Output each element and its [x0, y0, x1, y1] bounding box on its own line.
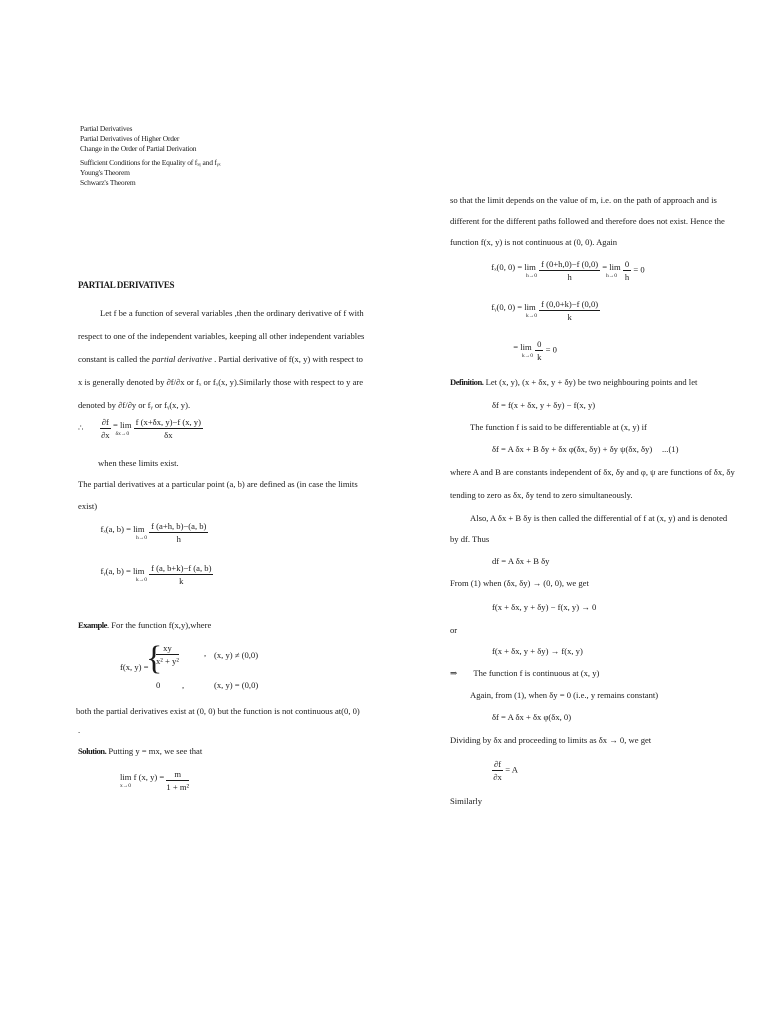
by-df-line: by df. Thus	[450, 534, 490, 544]
right-line-2: different for the different paths followed and therefore does not exist. Hence the	[450, 216, 725, 226]
numerator: 0	[537, 339, 542, 349]
definition-line	[450, 371, 697, 394]
df-equation: df = A δx + B δy	[492, 556, 550, 566]
point-line-2: exist)	[78, 501, 98, 511]
limit-text: = lim	[513, 341, 532, 352]
limit-subscript: x→0	[120, 782, 131, 789]
limit-text: fᵧ(0, 0) = lim	[491, 301, 536, 312]
fraction	[539, 258, 600, 283]
denominator: h	[567, 272, 572, 282]
contents-item: Change in the Order of Partial Derivation	[80, 144, 197, 153]
limit-subscript: k→0	[136, 576, 147, 583]
fraction	[492, 758, 503, 783]
equation-fy00-result	[512, 338, 557, 363]
result: = A	[505, 764, 518, 775]
example-label: Example	[78, 620, 107, 630]
numerator: xy	[156, 642, 179, 655]
fraction-rhs	[134, 416, 203, 441]
solution-line	[78, 740, 202, 763]
equation-fx00	[490, 258, 645, 283]
intro-line-1: Let f be a function of several variables ,then the ordinary derivative of f with	[100, 308, 364, 318]
when-exist-line: when these limits exist.	[98, 458, 179, 468]
numerator: f (x+δx, y)−f (x, y)	[135, 417, 201, 427]
intro-text: . Partial derivative of f(x, y) with respect to	[214, 354, 363, 364]
piecewise-comma: ,	[182, 680, 185, 690]
limit-equation-1: f(x + δx, y + δy) − f(x, y) → 0	[492, 602, 597, 612]
contents-item: Partial Derivatives of Higher Order	[80, 134, 180, 143]
result: = 0	[633, 264, 645, 275]
piecewise-lhs: f(x, y) =	[120, 662, 149, 672]
fraction	[535, 338, 543, 363]
equation-limit	[120, 768, 189, 793]
numerator: f (a+h, b)−(a, b)	[151, 521, 207, 531]
denominator: x² + y²	[156, 656, 179, 666]
brace-icon: {	[146, 640, 163, 677]
piecewise-zero: 0	[156, 680, 161, 690]
equation-fx	[98, 520, 208, 545]
piecewise-fraction	[156, 642, 179, 667]
limit-operator	[490, 262, 537, 280]
denominator: k	[567, 312, 572, 322]
or-line: or	[450, 625, 458, 635]
equation-fy00	[490, 298, 600, 323]
fraction	[149, 562, 213, 587]
fraction	[539, 298, 600, 323]
solution-text: Putting y = mx, we see that	[106, 746, 203, 756]
partial-derivative-term: partial derivative	[152, 354, 212, 364]
limit-text: fₓ(0, 0) = lim	[491, 261, 536, 272]
limit-text: fᵧ(a, b) = lim	[100, 565, 145, 576]
both-line: both the partial derivatives exist at (0, 0) but the function is not continuous at(0, 0)	[76, 706, 360, 716]
contents-item: Sufficient Conditions for the Equality of fₓᵧ and fᵧₓ	[80, 158, 221, 167]
implies-symbol: ⇒	[450, 668, 458, 678]
continuous-text: The function f is continuous at (x, y)	[473, 668, 600, 678]
again-line: Again, from (1), when δy = 0 (i.e., y remains constant)	[470, 690, 659, 700]
from-line: From (1) when (δx, δy) → (0, 0), we get	[450, 578, 589, 588]
numerator: 0	[624, 259, 630, 269]
implies-line	[450, 662, 599, 685]
result: = 0	[545, 344, 557, 355]
solution-label: Solution.	[78, 746, 107, 756]
equation-partial-definition	[78, 416, 203, 441]
definition-text: Let (x, y), (x + δx, y + δy) be two neighbouring points and let	[483, 377, 698, 387]
limit-operator	[602, 262, 620, 280]
numerator: f (0,0+k)−f (0,0)	[541, 299, 599, 309]
limit-operator	[120, 772, 164, 790]
limit-subscript: h→0	[136, 534, 147, 541]
denominator: h	[176, 534, 181, 544]
fraction	[149, 520, 208, 545]
limit-subscript: k→0	[526, 312, 537, 319]
example-text: . For the function f(x,y),where	[106, 620, 212, 630]
contents-item: Schwarz's Theorem	[80, 178, 136, 187]
intro-line-4: x is generally denoted by ∂f/∂x or fₓ or fₓ(x, y).Similarly those with respect to y are	[78, 377, 364, 387]
denominator: k	[179, 576, 184, 586]
piecewise-function	[120, 640, 290, 700]
where-line-1: where A and B are constants independent of δx, δy and φ, ψ are functions of δx, δy	[450, 467, 735, 477]
equation-fy	[98, 562, 213, 587]
denominator: k	[537, 352, 542, 362]
section-heading: PARTIAL DERIVATIVES	[78, 280, 175, 290]
main-equation: δf = A δx + B δy + δx φ(δx, δy) + δy ψ(δx, δy)	[492, 444, 653, 454]
similarly-line: Similarly	[450, 796, 482, 806]
numerator: f (0+h,0)−f (0,0)	[541, 259, 599, 269]
limit-operator	[512, 342, 533, 360]
intro-line-5: denoted by ∂f/∂y or fᵧ or fᵧ(x, y).	[78, 400, 191, 410]
numerator: f (a, b+k)−f (a, b)	[151, 563, 212, 573]
limit-operator	[113, 420, 131, 438]
piecewise-condition-2: (x, y) = (0,0)	[214, 680, 259, 690]
therefore-symbol: ∴	[78, 422, 84, 433]
equation-partial-a	[492, 758, 518, 783]
contents-list	[80, 124, 220, 188]
right-line-1: so that the limit depends on the value of m, i.e. on the path of approach and is	[450, 195, 717, 205]
definition-label: Definition.	[450, 377, 484, 387]
fraction-lhs	[100, 416, 111, 441]
delta-f2-equation: δf = A δx + δx φ(δx, 0)	[492, 712, 572, 722]
intro-line-2: respect to one of the independent variables, keeping all other independent variables	[78, 331, 365, 341]
numerator: ∂f	[494, 759, 502, 769]
intro-text: constant is called the	[78, 354, 150, 364]
limit-text: fₓ(a, b) = lim	[100, 523, 145, 534]
dot-line: .	[78, 725, 81, 735]
denominator: h	[624, 272, 630, 282]
denominator: ∂x	[101, 430, 110, 440]
numerator: m	[166, 768, 189, 781]
limit-text: = lim	[113, 419, 132, 430]
example-line	[78, 614, 211, 637]
delta-f-equation: δf = f(x + δx, y + δy) − f(x, y)	[492, 400, 596, 410]
fraction	[623, 258, 631, 283]
fraction	[166, 768, 189, 793]
limit-operator	[98, 566, 147, 584]
right-line-3: function f(x, y) is not continuous at (0, 0). Again	[450, 237, 618, 247]
limit-subscript: h→0	[606, 272, 617, 279]
limit-operator	[490, 302, 537, 320]
limit-text: = lim	[602, 261, 621, 272]
denominator: δx	[164, 430, 173, 440]
point-line-1: The partial derivatives at a particular point (a, b) are defined as (in case the limits	[78, 479, 358, 489]
contents-item: Young's Theorem	[80, 168, 130, 177]
limit-text: lim f (x, y) =	[120, 771, 165, 782]
denominator: 1 + m²	[166, 782, 190, 792]
limit-subscript: δx→0	[115, 430, 130, 437]
equation-tag: ...(1)	[662, 444, 679, 454]
limit-operator	[98, 524, 147, 542]
limit-subscript: k→0	[522, 352, 533, 359]
differentiable-line: The function f is said to be differentiable at (x, y) if	[470, 422, 647, 432]
numerator: ∂f	[101, 417, 109, 427]
where-line-2: tending to zero as δx, δy tend to zero simultaneously.	[450, 490, 633, 500]
intro-line-3	[78, 348, 363, 371]
limit-subscript: h→0	[526, 272, 537, 279]
dividing-line: Dividing by δx and proceeding to limits as δx → 0, we get	[450, 735, 652, 745]
limit-equation-2: f(x + δx, y + δy) → f(x, y)	[492, 646, 583, 656]
piecewise-comma: ,	[204, 648, 207, 658]
also-line: Also, A δx + B δy is then called the differential of f at (x, y) and is denoted	[470, 513, 728, 523]
contents-item: Partial Derivatives	[80, 124, 133, 133]
piecewise-condition-1: (x, y) ≠ (0,0)	[214, 650, 259, 660]
denominator: ∂x	[493, 772, 502, 782]
